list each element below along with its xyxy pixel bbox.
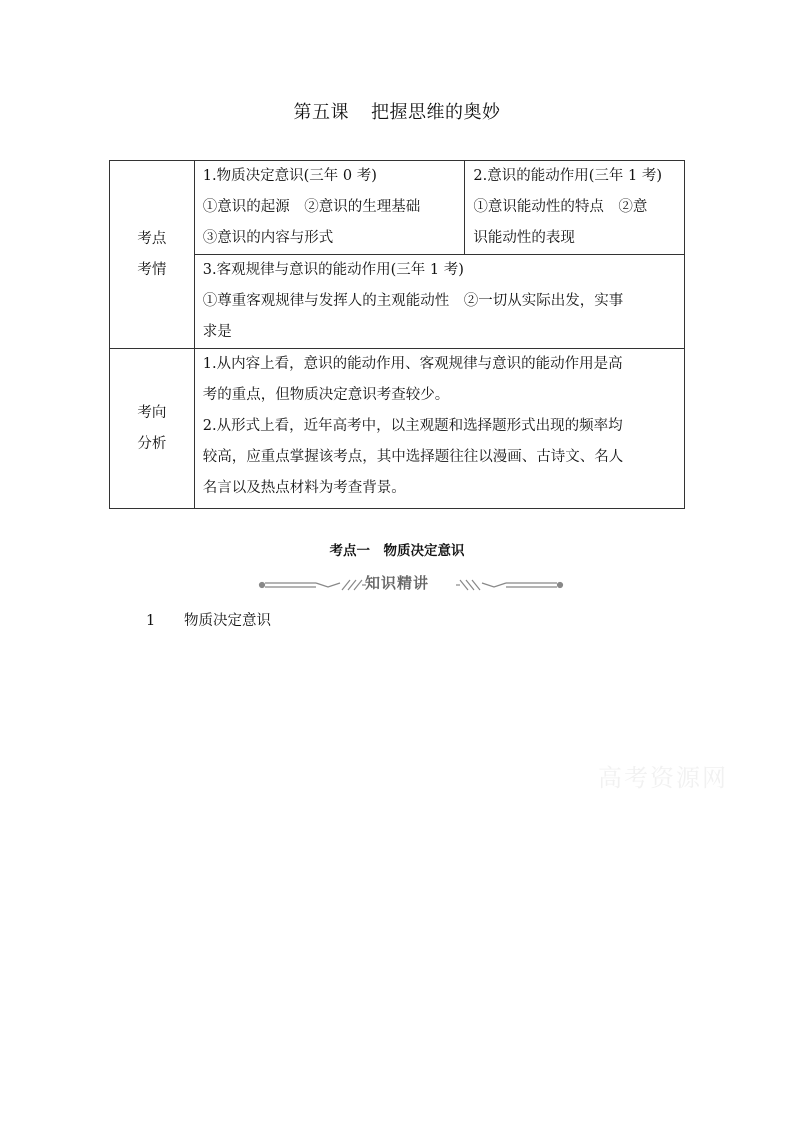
table-row — [110, 255, 685, 349]
topic-cell-2: 2.意识的能动作用(三年 1 考) ①意识能动性的特点 ②意 识能动性的表现 — [465, 161, 685, 255]
topic-cell-1: 1.物质决定意识(三年 0 考) ①意识的起源 ②意识的生理基础 ③意识的内容与形式 — [194, 161, 465, 255]
analysis-cell: 1.从内容上看，意识的能动作用、客观规律与意识的能动作用是高 考的重点，但物质决定意识考查较少。 2.从形式上看，近年高考中，以主观题和选择题形式出现的频率均 较高，应重点掌握该考点，其中选择题往往以漫画、古诗文、名人 名言以及热点材料为考查背景。 — [194, 349, 684, 509]
table-row — [110, 161, 685, 255]
table-row — [110, 349, 685, 509]
watermark: 高考资源网 — [598, 764, 728, 792]
page-title — [0, 98, 794, 124]
topic-cell-3: 3.客观规律与意识的能动作用(三年 1 考) ①尊重客观规律与发挥人的主观能动性 ②一切从实际出发，实事 求是 — [194, 255, 684, 349]
item-number: 1 — [146, 613, 156, 629]
lesson-name: 把握思维的奥妙 — [371, 102, 501, 123]
row-header-kaoxiang: 考向 分析 — [110, 349, 195, 509]
item-text: 物质决定意识 — [184, 613, 271, 629]
topic-heading: 3.客观规律与意识的能动作用(三年 1 考) — [202, 262, 464, 278]
topic-heading: 2.意识的能动作用(三年 1 考) — [473, 168, 662, 184]
banner-label: 知识精讲 — [364, 574, 429, 592]
list-item — [146, 609, 271, 630]
row-header-kaodian: 考点 考情 — [110, 161, 195, 349]
section-title: 考点一 物质决定意识 — [329, 543, 465, 559]
lesson-number: 第五课 — [293, 102, 349, 123]
topic-heading: 1.物质决定意识(三年 0 考) — [202, 168, 377, 184]
exam-overview-table — [109, 160, 685, 509]
